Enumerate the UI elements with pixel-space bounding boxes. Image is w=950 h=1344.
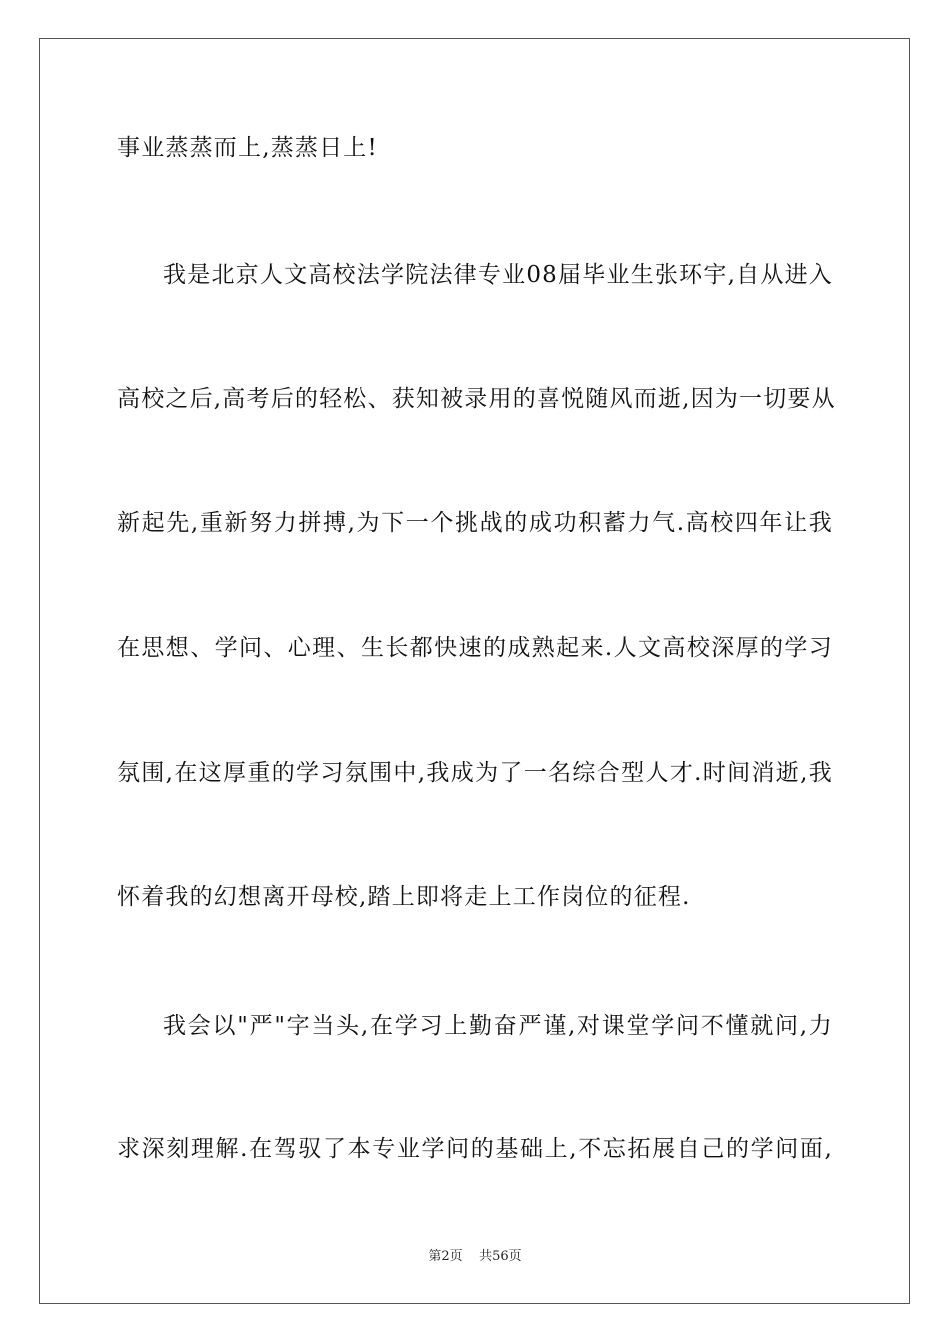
- text-line: 怀着我的幻想离开母校,踏上即将走上工作岗位的征程.: [117, 884, 691, 910]
- text-line: 事业蒸蒸而上,蒸蒸日上!: [117, 135, 378, 161]
- page-number-footer: 第2页 共56页: [428, 1249, 522, 1264]
- paragraph-first-line: 我是北京人文高校法学院法律专业08届毕业生张环宇,自从进入: [163, 262, 833, 288]
- page-border: [39, 38, 910, 1304]
- text-line: 在思想、学问、心理、生长都快速的成熟起来.人文高校深厚的学习: [117, 635, 833, 661]
- text-line: 高校之后,高考后的轻松、获知被录用的喜悦随风而逝,因为一切要从: [117, 386, 836, 412]
- text-line: 氛围,在这厚重的学习氛围中,我成为了一名综合型人才.时间消逝,我: [117, 760, 833, 786]
- paragraph-first-line: 我会以"严"字当头,在学习上勤奋严谨,对课堂学问不懂就问,力: [163, 1013, 833, 1039]
- text-line: 新起先,重新努力拼搏,为下一个挑战的成功积蓄力气.高校四年让我: [117, 510, 833, 536]
- text-line: 求深刻理解.在驾驭了本专业学问的基础上,不忘拓展自己的学问面,: [117, 1136, 833, 1162]
